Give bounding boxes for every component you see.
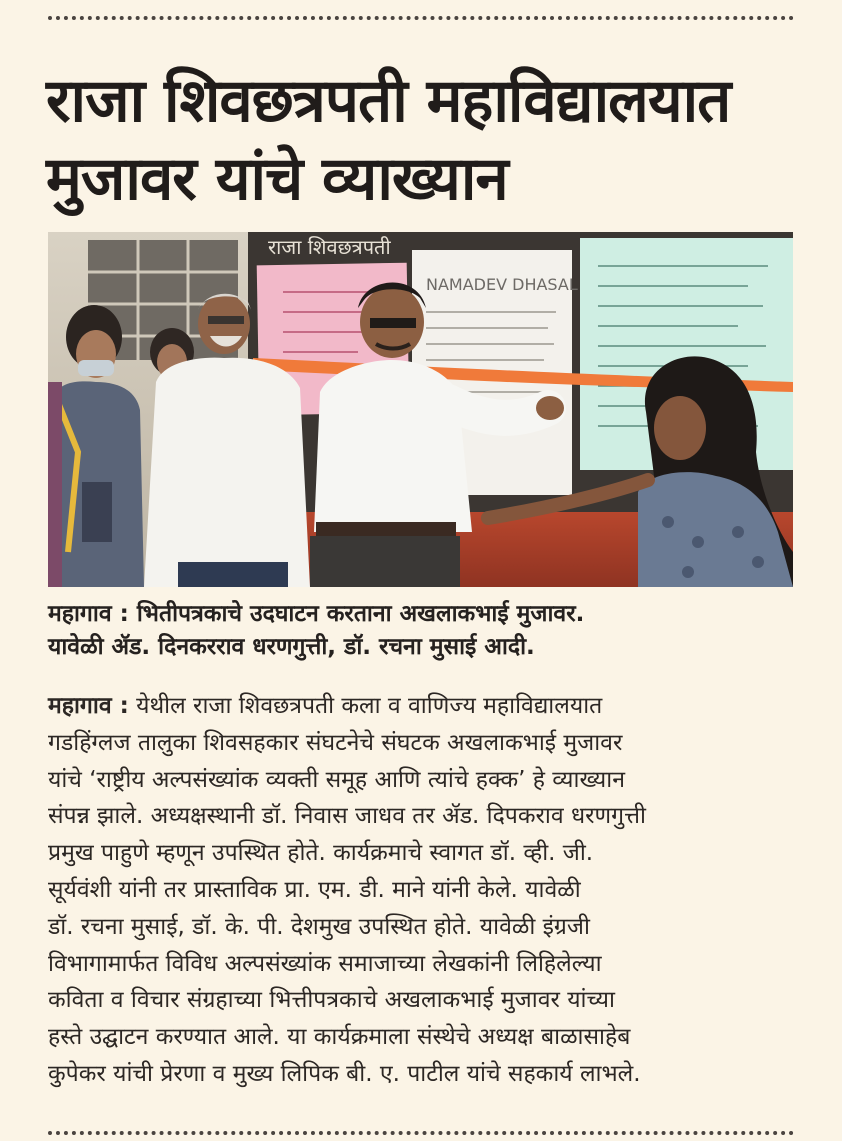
dateline: महागाव : <box>48 693 129 719</box>
body-line-first-rest: येथील राजा शिवछत्रपती कला व वाणिज्य महाविद्यालयात <box>128 693 603 719</box>
body-line: प्रमुख पाहुणे म्हणून उपस्थित होते. कार्यक्रमाचे स्वागत डॉ. व्ही. जी. <box>48 840 594 867</box>
caption-line: महागाव : भितीपत्रकाचे उदघाटन करताना अखलाकभाई मुजावर. <box>48 601 585 627</box>
body-line-first <box>48 688 793 725</box>
body-line: यांचे ‘राष्ट्रीय अल्पसंख्यांक व्यक्ती समूह आणि त्यांचे हक्क’ हे व्याख्यान <box>48 766 625 793</box>
caption-line: यावेळी ॲड. दिनकरराव धरणगुत्ती, डॉ. रचना मुसाई आदी. <box>48 634 535 660</box>
top-dotted-rule <box>48 16 794 20</box>
body-line: विभागामार्फत विविध अल्पसंख्यांक समाजाच्या लेखकांनी लिहिलेल्या <box>48 950 602 977</box>
body-line: सूर्यवंशी यांनी तर प्रास्ताविक प्रा. एम. डी. माने यांनी केले. यावेळी <box>48 876 581 903</box>
photo-caption <box>48 598 793 664</box>
body-line: कविता व विचार संग्रहाच्या भित्तीपत्रकाचे अखलाकभाई मुजावर यांच्या <box>48 987 615 1014</box>
body-line: संपन्न झाले. अध्यक्षस्थानी डॉ. निवास जाधव तर ॲड. दिपकराव धरणगुत्ती <box>48 803 646 830</box>
board-lettering: राजा शिवछत्रपती <box>268 235 391 259</box>
news-photo-illustration <box>48 232 793 587</box>
headline-line: राजा शिवछत्रपती महाविद्यालयात <box>46 66 731 136</box>
body-line: हस्ते उद्घाटन करण्यात आले. या कार्यक्रमाला संस्थेचे अध्यक्ष बाळासाहेब <box>48 1024 631 1051</box>
bottom-dotted-rule <box>48 1131 794 1135</box>
body-line: कुपेकर यांची प्रेरणा व मुख्य लिपिक बी. ए. पाटील यांचे सहकार्य लाभले. <box>48 1060 641 1087</box>
headline <box>46 62 806 218</box>
body-line: गडहिंग्लज तालुका शिवसहकार संघटनेचे संघटक अखलाकभाई मुजावर <box>48 729 623 756</box>
headline-line: मुजावर यांचे व्याख्यान <box>46 144 508 214</box>
body-line: डॉ. रचना मुसाई, डॉ. के. पी. देशमुख उपस्थित होते. यावेळी इंग्रजी <box>48 913 590 940</box>
article-body <box>48 688 793 1093</box>
poster-title: NAMADEV DHASAL <box>426 275 578 294</box>
news-photo <box>48 232 793 587</box>
